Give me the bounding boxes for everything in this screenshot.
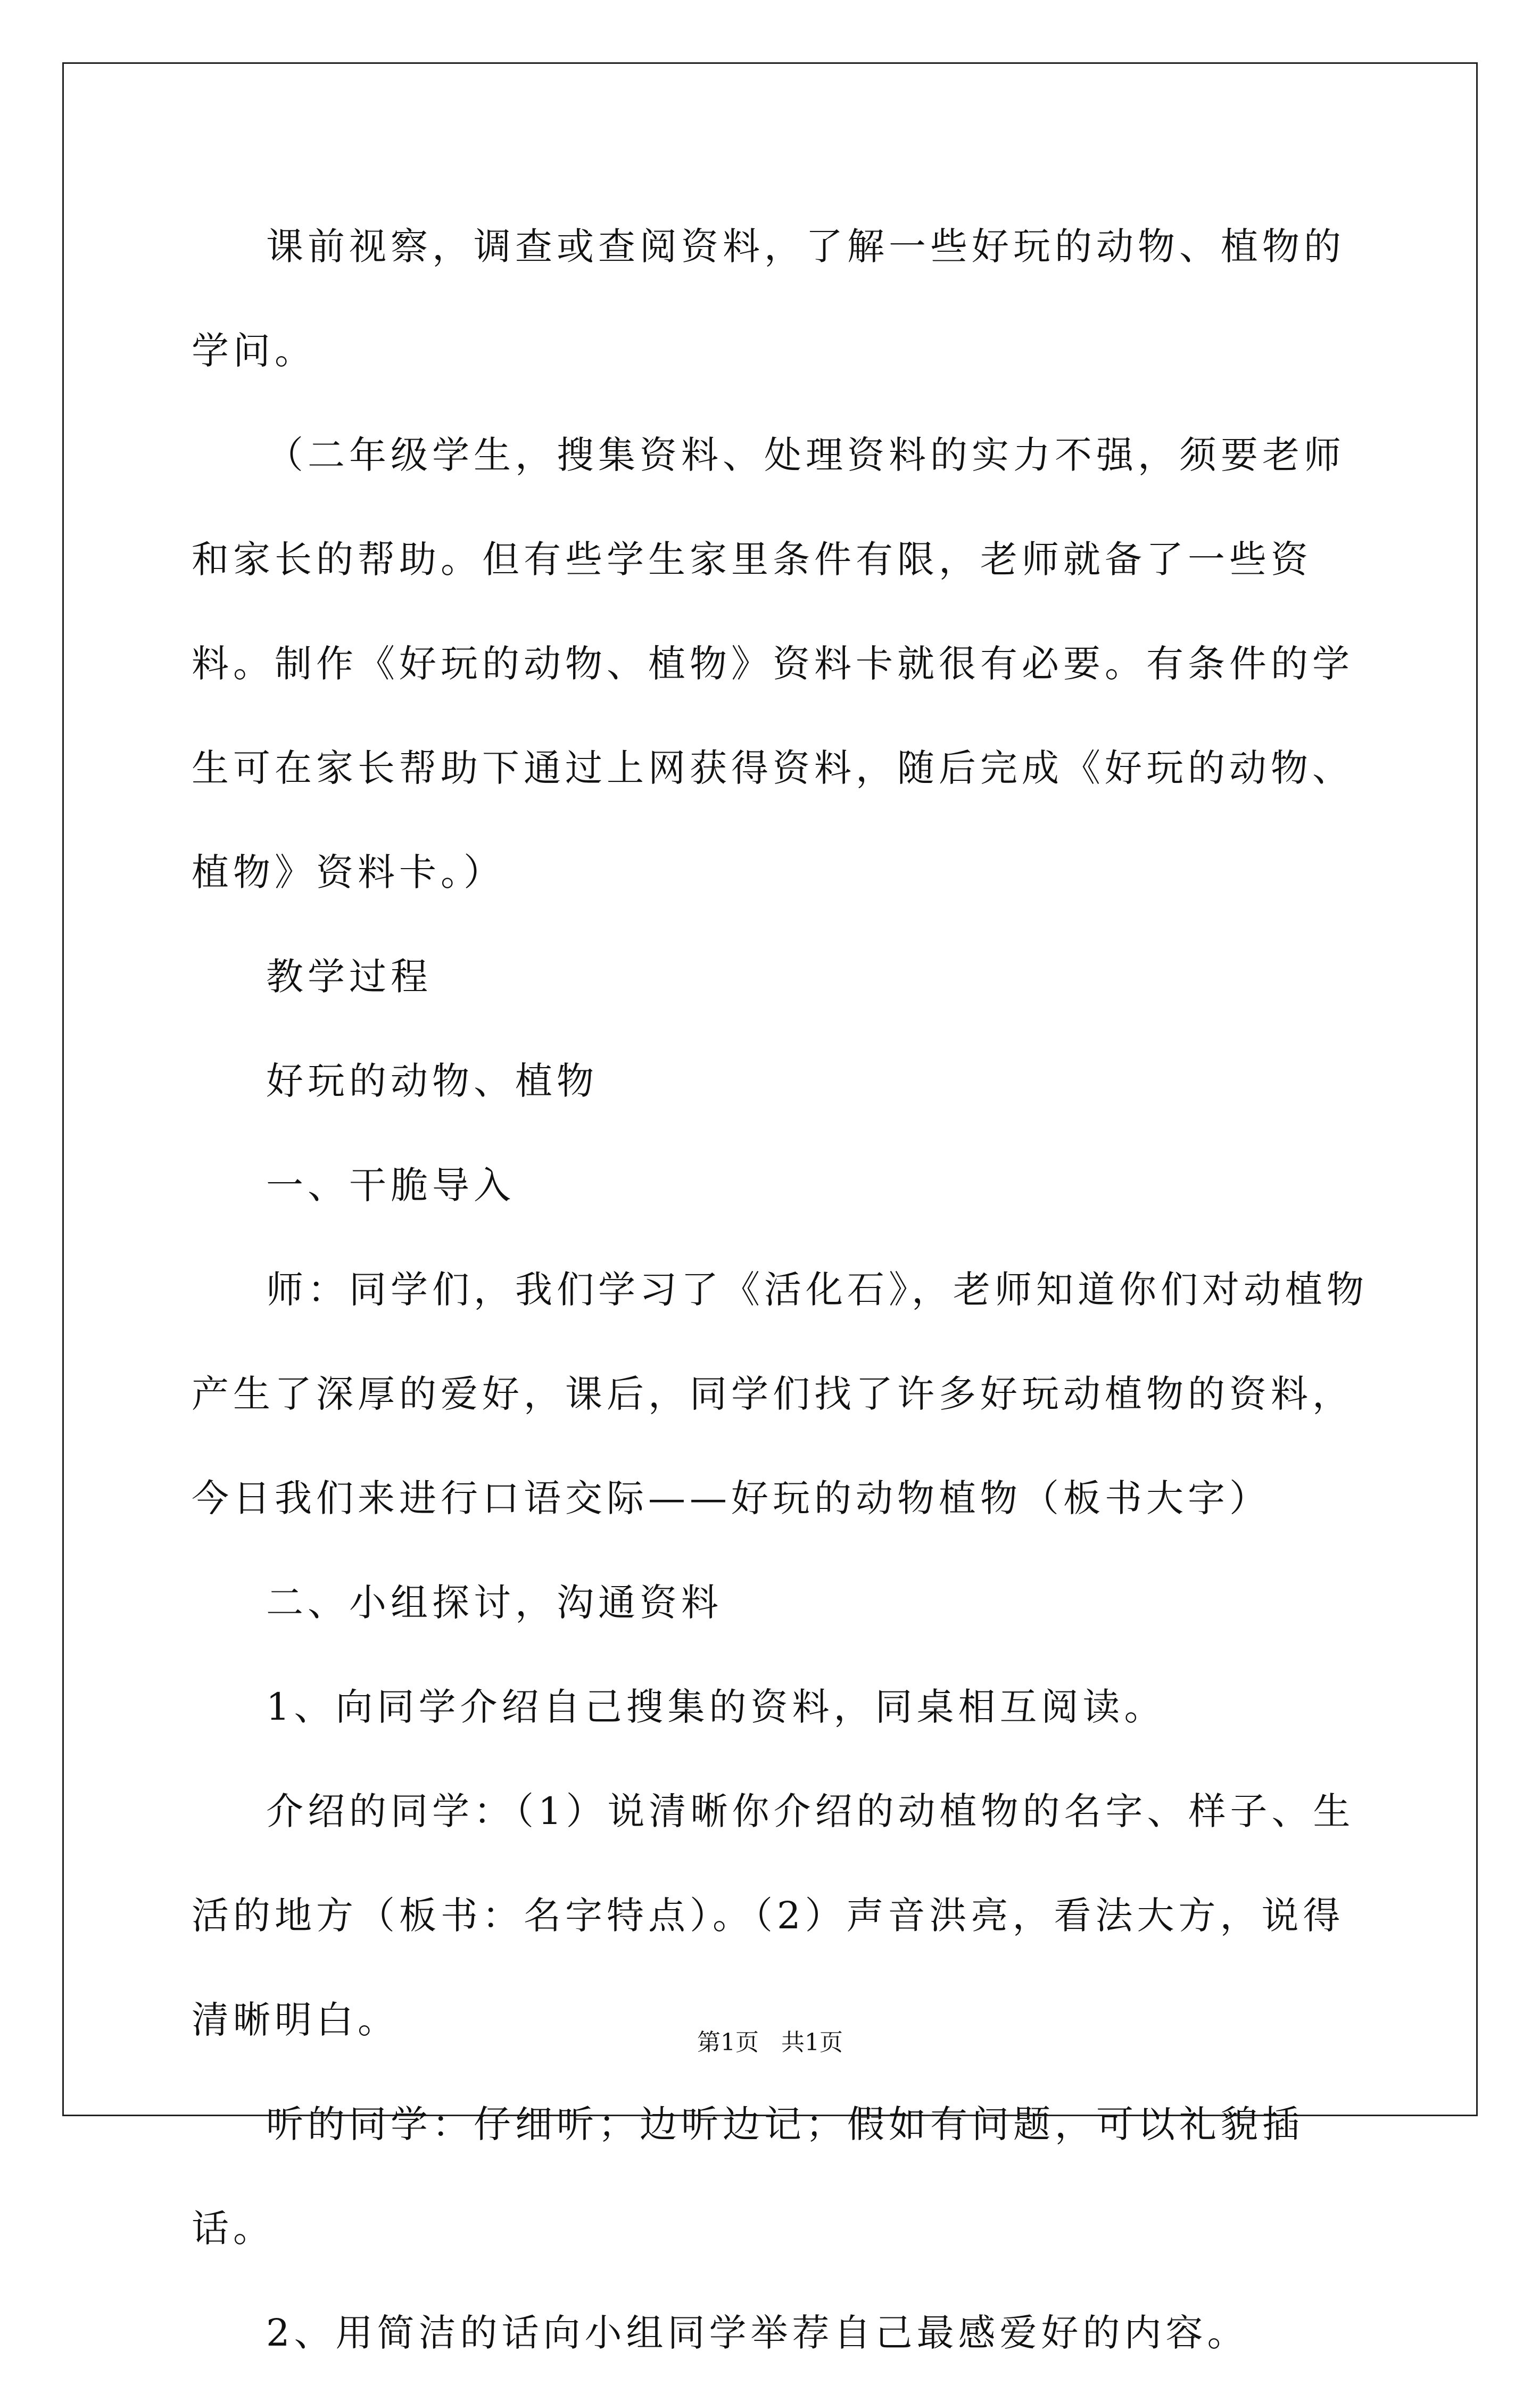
heading-section-2: 二、小组探讨，沟通资料 xyxy=(266,1581,723,1624)
page-number: 第1页 共1页 xyxy=(697,2029,843,2056)
paragraph-presenter-rules: 介绍的同学：（1）说清晰你介绍的动植物的名字、样子、生活的地方（板书：名字特点）。（2）声音洪亮，看法大方，说得清晰明白。 xyxy=(192,1789,1355,2042)
paragraph-preparation-note: （二年级学生，搜集资料、处理资料的实力不强，须要老师和家长的帮助。但有些学生家里条件有限，老师就备了一些资料。制作《好玩的动物、植物》资料卡就很有必要。有条件的学生可在家长帮助下通过上网获得资料，随后完成《好玩的动物、植物》资料卡。） xyxy=(192,433,1354,894)
heading-section-1: 一、干脆导入 xyxy=(266,1163,515,1207)
paragraph-listener-rules: 听的同学：仔细听；边听边记；假如有问题，可以礼貌插话。 xyxy=(192,2102,1304,2250)
heading-lesson-title: 好玩的动物、植物 xyxy=(266,1059,598,1103)
paragraph-preparation: 课前视察，调查或查阅资料，了解一些好玩的动物、植物的学问。 xyxy=(192,225,1345,373)
paragraph-teacher-intro: 师：同学们，我们学习了《活化石》，老师知道你们对动植物产生了深厚的爱好，课后，同学们找了许多好玩动植物的资料，今日我们来进行口语交际——好玩的动物植物（板书大字） xyxy=(192,1268,1368,1520)
list-item-1: 1、向同学介绍自己搜集的资料，同桌相互阅读。 xyxy=(266,1685,1166,1729)
list-item-2: 2、用简洁的话向小组同学举荐自己最感爱好的内容。 xyxy=(266,2311,1249,2355)
heading-teaching-process: 教学过程 xyxy=(266,955,432,998)
